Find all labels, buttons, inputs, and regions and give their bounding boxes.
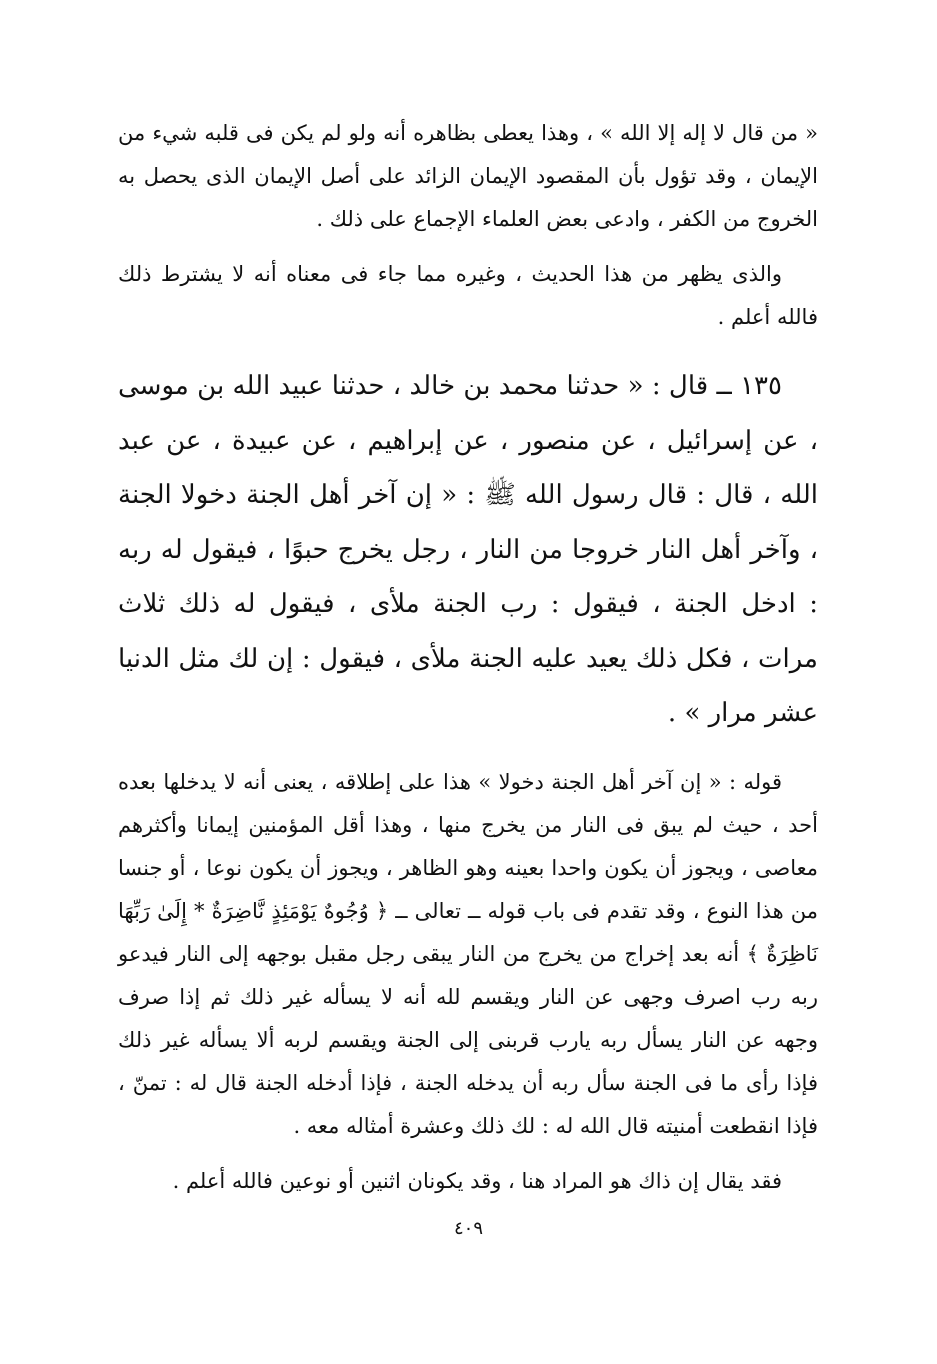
paragraph-hadith-135: ١٣٥ ــ قال : « حدثنا محمد بن خالد ، حدثنا عبيد الله بن موسى ، عن إسرائيل ، عن منصور ، عن إبراهيم ، عن عبيدة ، عن عبد الله ، قال : قال رسول الله ﷺ : « إن آخر أهل الجنة دخولا الجنة ، وآخر أهل النار خروجا من النار ، رجل يخرج حبوًا ، فيقول له ربه : ادخل الجنة ، فيقول : رب الجنة ملأى ، فيقول له ذلك ثلاث مرات ، فكل ذلك يعيد عليه الجنة ملأى ، فيقول : إن لك مثل الدنيا عشر مرار » . [118, 371, 818, 728]
paragraph-closing-remark: فقد يقال إن ذاك هو المراد هنا ، وقد يكونان اثنين أو نوعين فالله أعلم . [172, 1168, 782, 1193]
page-number: ٤٠٩ [453, 1218, 483, 1239]
paragraph-commentary-intro: « من قال لا إله إلا الله » ، وهذا يعطى بظاهره أنه ولو لم يكن فى قلبه شيء من الإيمان ، وقد تؤول بأن المقصود الإيمان الزائد على أصل الإيمان الذى يحصل به الخروج من الكفر ، وادعى بعض العلماء الإجماع على ذلك . [118, 121, 818, 231]
paragraph-hadith-commentary: قوله : « إن آخر أهل الجنة دخولا » هذا على إطلاقه ، يعنى أنه لا يدخلها بعده أحد ، حيث لم يبق فى النار من يخرج منها ، وهذا أقل المؤمنين إيمانا وأكثرهم معاصى ، ويجوز أن يكون واحدا بعينه وهو الظاهر ، ويجوز أن يكون نوعا ، أو جنسا من هذا النوع ، وقد تقدم فى باب قوله ــ تعالى ــ ﴿ وُجُوهٌ يَوْمَئِذٍ نَّاضِرَةٌ * إِلَىٰ رَبِّهَا نَاظِرَةٌ ﴾ أنه بعد إخراج من يخرج من النار يبقى رجل مقبل بوجهه إلى النار فيدعو ربه رب اصرف وجهى عن النار ويقسم لله أنه لا يسأله غير ذلك ثم إذا صرف وجهه عن النار يسأل ربه يارب قربنى إلى الجنة ويقسم لربه ألا يسأله غير ذلك فإذا رأى ما فى الجنة سأل ربه أن يدخله الجنة ، فإذا أدخله الجنة قال له : تمنّ ، فإذا انقطعت أمنيته قال الله له : لك ذلك وعشرة أمثاله معه . [118, 769, 818, 1138]
paragraph-commentary-conclusion: والذى يظهر من هذا الحديث ، وغيره مما جاء فى معناه أنه لا يشترط ذلك فالله أعلم . [118, 262, 818, 329]
page-body [118, 112, 818, 1203]
